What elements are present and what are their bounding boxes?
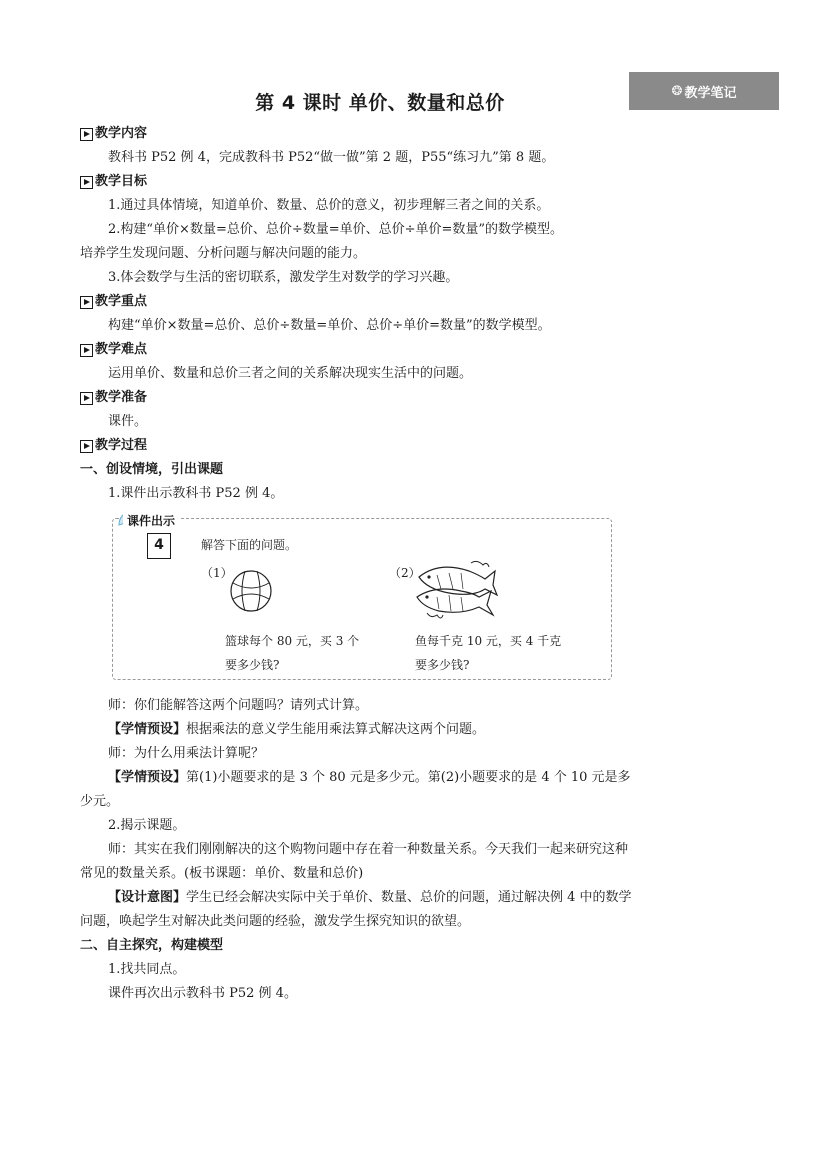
preset-text: 第(1)小题要求的是 3 个 80 元是多少元。第(2)小题要求的是 4 个 10 元是多少元。 [80, 770, 631, 809]
example-number: 4 [147, 533, 171, 559]
part1-step1: 1.课件出示教科书 P52 例 4。 [108, 486, 284, 501]
section-heading-content [80, 122, 632, 146]
part2-heading: 二、自主探究，构建模型 [80, 938, 224, 953]
preset-tag: 【学情预设】 [108, 770, 187, 785]
section-heading-preparation [80, 386, 632, 410]
play-icon [80, 296, 93, 309]
teacher-line: 师：其实在我们刚刚解决的这个购物问题中存在着一种数量关系。今天我们一起来研究这种常见的数量关系。(板书课题：单价、数量和总价) [80, 842, 629, 881]
preset-paragraph [80, 718, 632, 742]
page-title: 第 4 课时 单价、数量和总价 [255, 92, 505, 114]
question-1-label: （1） [201, 566, 233, 580]
play-icon [80, 392, 93, 405]
design-tag: 【设计意图】 [108, 890, 187, 905]
part2-step1: 1.找共同点。 [108, 962, 186, 977]
goal-item: 3.体会数学与生活的密切联系，激发学生对数学的学习兴趣。 [108, 270, 459, 285]
preset-paragraph [80, 766, 632, 814]
question-2-line1: 鱼每千克 10 元，买 4 千克 [415, 634, 562, 648]
teacher-line: 师：为什么用乘法计算呢？ [108, 746, 265, 761]
preparation-text: 课件。 [108, 414, 148, 429]
design-paragraph [80, 886, 632, 934]
basketball-icon [229, 569, 273, 613]
play-icon [80, 128, 93, 141]
notes-tab-label: 教学笔记 [684, 85, 737, 101]
question-2-label: （2） [389, 566, 421, 580]
heading-label: 教学准备 [95, 390, 148, 405]
key-point-text: 构建“单价×数量=总价、总价÷数量=单价、总价÷单价=数量”的数学模型。 [108, 318, 551, 333]
section-heading-key-point [80, 290, 632, 314]
heading-label: 教学难点 [95, 342, 148, 357]
preset-tag: 【学情预设】 [108, 722, 187, 737]
section-heading-process [80, 434, 632, 458]
section-heading-difficulty [80, 338, 632, 362]
part1-step2: 2.揭示课题。 [108, 818, 186, 833]
question-1-line2: 要多少钱? [225, 658, 280, 672]
heading-label: 教学重点 [95, 294, 148, 309]
section-heading-goals [80, 170, 632, 194]
play-icon [80, 440, 93, 453]
play-icon [80, 344, 93, 357]
question-1-line1: 篮球每个 80 元，买 3 个 [225, 634, 360, 648]
part2-text: 课件再次出示教科书 P52 例 4。 [108, 986, 297, 1001]
teacher-line: 师：你们能解答这两个问题吗？请列式计算。 [108, 698, 369, 713]
lesson-content [80, 122, 632, 1006]
part1-heading: 一、创设情境，引出课题 [80, 462, 224, 477]
play-icon [80, 176, 93, 189]
content-text: 教科书 P52 例 4，完成教科书 P52“做一做”第 2 题，P55“练习九”第 8 题。 [108, 150, 555, 165]
question-2-line2: 要多少钱? [415, 658, 470, 672]
heading-label: 教学内容 [95, 126, 148, 141]
courseware-label: 课件出示 [123, 509, 179, 533]
preset-text: 根据乘法的意义学生能用乘法算式解决这两个问题。 [186, 722, 486, 737]
goal-item-continued: 培养学生发现问题、分析问题与解决问题的能力。 [80, 246, 367, 261]
circle-icon: ❂ [671, 83, 683, 99]
heading-label: 教学过程 [95, 438, 148, 453]
heading-label: 教学目标 [95, 174, 148, 189]
design-text: 学生已经会解决实际中关于单价、数量、总价的问题，通过解决例 4 中的数学问题，唤起学生对解决此类问题的经验，激发学生探究知识的欲望。 [80, 890, 632, 929]
goal-item: 2.构建“单价×数量=总价、总价÷数量=单价、总价÷单价=数量”的数学模型。 [108, 222, 564, 237]
courseware-box [112, 514, 612, 680]
goal-item: 1.通过具体情境，知道单价、数量、总价的意义，初步理解三者之间的关系。 [108, 198, 550, 213]
fish-icon [413, 559, 499, 621]
difficulty-text: 运用单价、数量和总价三者之间的关系解决现实生活中的问题。 [108, 366, 473, 381]
courseware-instruction: 解答下面的问题。 [201, 538, 298, 552]
